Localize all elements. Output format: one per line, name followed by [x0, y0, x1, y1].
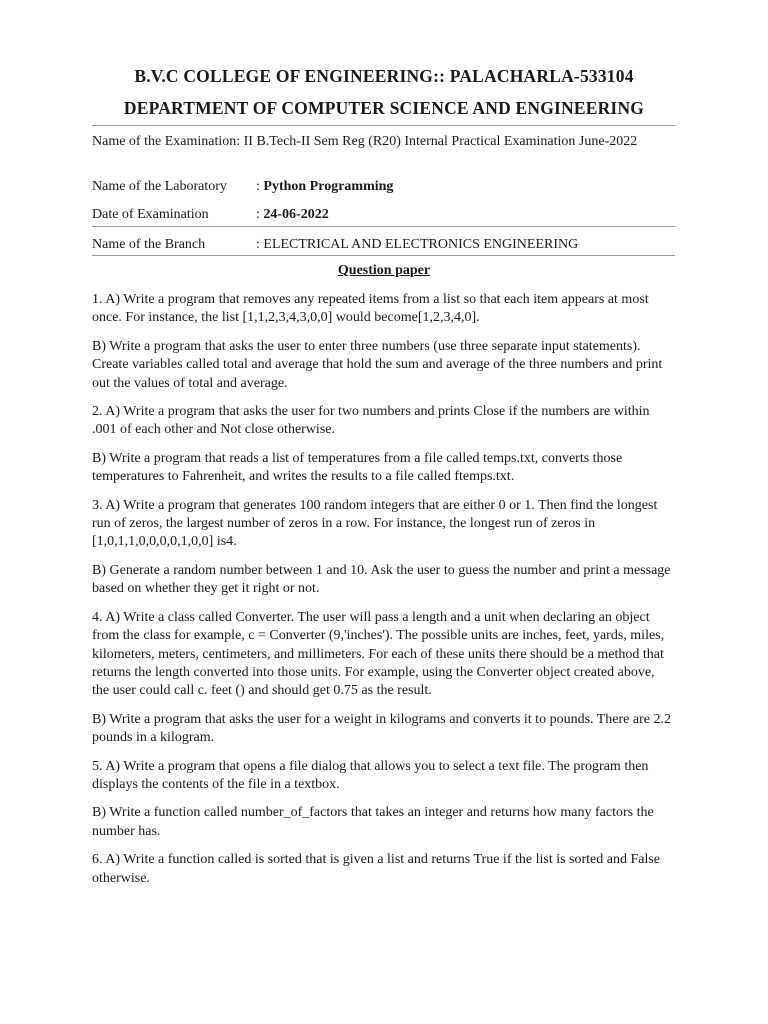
- question-paper-heading: Question paper: [337, 263, 431, 278]
- branch-value: ELECTRICAL AND ELECTRONICS ENGINEERING: [263, 237, 579, 252]
- branch-row: [92, 236, 675, 254]
- date-label: Date of Examination: [92, 207, 209, 222]
- branch-divider: [92, 255, 675, 256]
- lab-separator: :: [256, 179, 264, 194]
- question-6a: 6. A) Write a function called is sorted that is given a list and returns True if the list is sorted and False otherwise.: [92, 852, 661, 886]
- branch-separator: :: [256, 237, 264, 252]
- question-5a: 5. A) Write a program that opens a file dialog that allows you to select a text file. The program then displays the contents of the file in a textbox.: [92, 758, 649, 792]
- department-title: DEPARTMENT OF COMPUTER SCIENCE AND ENGINEERING: [123, 98, 645, 118]
- date-separator: :: [256, 207, 264, 222]
- exam-name-row: [92, 133, 675, 151]
- question-1a: 1. A) Write a program that removes any repeated items from a list so that each item appears at most once. For instance, the list [1,1,2,3,4,3,0,0] would become[1,2,3,4,0].: [92, 292, 649, 326]
- question-2a: 2. A) Write a program that asks the user for two numbers and prints Close if the numbers are within .001 of each other and Not close otherwise.: [92, 404, 650, 438]
- college-title: B.V.C COLLEGE OF ENGINEERING:: PALACHARLA-533104: [134, 66, 634, 86]
- question-3b: B) Generate a random number between 1 and 10. Ask the user to guess the number and print a message based on whether they get it right or not.: [92, 562, 671, 597]
- exam-value: II B.Tech-II Sem Reg (R20) Internal Practical Examination June-2022: [243, 134, 638, 149]
- question-4a: 4. A) Write a class called Converter. The user will pass a length and a unit when declaring an object from the class for example, c = Converter (9,'inches'). The possible units are inches, feet, yards, miles, kilometers, meters, centimeters, and millimeters. For each of these units there should be a method that returns the length converted into those units. For example, using the Converter object created above, the user could call c. feet () and should get 0.75 as the result.: [92, 609, 665, 699]
- top-divider: [92, 125, 675, 126]
- date-divider: [92, 226, 675, 227]
- question-2b: B) Write a program that reads a list of temperatures from a file called temps.txt, converts those temperatures to Fahrenheit, and writes the results to a file called ftemps.txt.: [92, 450, 623, 485]
- question-1b: B) Write a program that asks the user to enter three numbers (use three separate input statements). Create variables called total and average that hold the sum and average of the three numbers and print out the values of total and average.: [92, 338, 663, 391]
- branch-label: Name of the Branch: [92, 237, 206, 252]
- question-list: [92, 291, 675, 898]
- date-value: 24-06-2022: [263, 207, 329, 222]
- lab-value: Python Programming: [263, 179, 394, 194]
- exam-label: Name of the Examination:: [92, 134, 241, 149]
- question-3a: 3. A) Write a program that generates 100 random integers that are either 0 or 1. Then find the longest run of zeros, the largest number of zeros in a row. For instance, the longest run of zeros in [1,0,1,1,0,0,0,0,1,0,0] is4.: [92, 497, 658, 550]
- exam-date-row: [92, 206, 675, 224]
- lab-label: Name of the Laboratory: [92, 179, 227, 194]
- question-4b: B) Write a program that asks the user for a weight in kilograms and converts it to pounds. There are 2.2 pounds in a kilogram.: [92, 711, 671, 746]
- question-5b: B) Write a function called number_of_factors that takes an integer and returns how many factors the number has.: [92, 805, 654, 839]
- laboratory-row: [92, 178, 675, 196]
